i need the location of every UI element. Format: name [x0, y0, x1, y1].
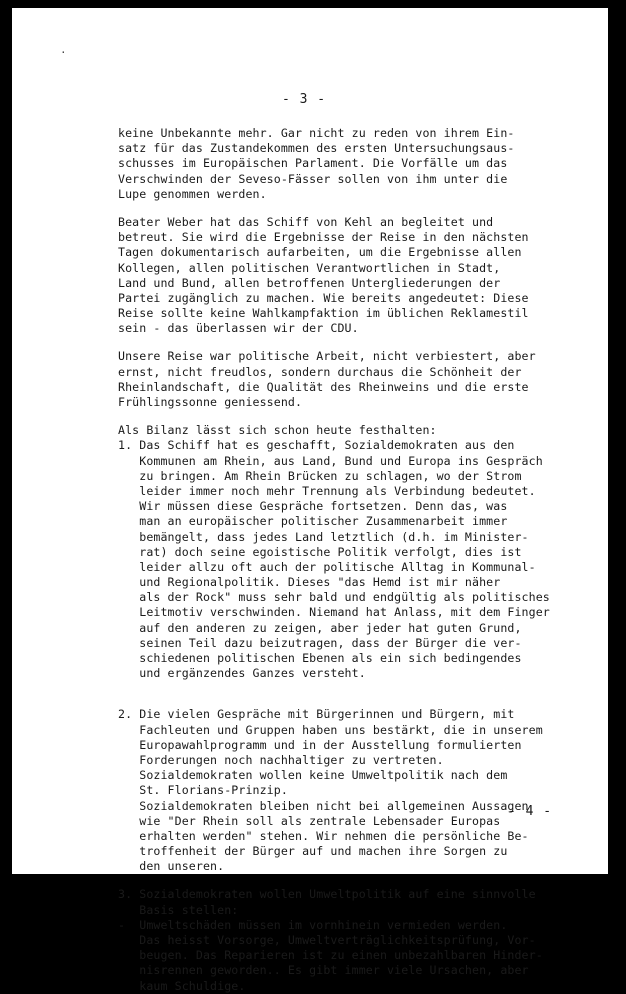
- text-line: Wir müssen diese Gespräche fortsetzen. Denn das, was: [118, 499, 508, 514]
- text-line: wie "Der Rhein soll als zentrale Lebensader Europas: [118, 813, 501, 828]
- text-line: Partei zugänglich zu machen. Wie bereits angedeutet: Diese: [118, 290, 529, 305]
- text-line: sein - das überlassen wir der CDU.: [118, 321, 359, 336]
- text-line: Reise sollte keine Wahlkampfaktion im üblichen Reklamestil: [118, 306, 529, 321]
- text-line: 2. Die vielen Gespräche mit Bürgerinnen und Bürgern, mit: [118, 707, 515, 722]
- text-line: 1. Das Schiff hat es geschafft, Sozialdemokraten aus den: [118, 438, 515, 453]
- text-line: zu bringen. Am Rhein Brücken zu schlagen, wo der Strom: [118, 468, 522, 483]
- text-line: nisrennen geworden.. Es gibt immer viele Ursachen, aber: [118, 963, 529, 978]
- text-line: St. Florians-Prinzip.: [118, 783, 288, 798]
- page-number-bottom: - 4 -: [508, 804, 553, 819]
- paragraph-gap: [118, 202, 550, 215]
- text-line: beugen. Das Reparieren ist zu einen unbezahlbaren Hinder-: [118, 948, 543, 963]
- text-line: Verschwinden der Seveso-Fässer sollen von ihm unter die: [118, 171, 508, 186]
- text-line: Forderungen noch nachhaltiger zu vertreten.: [118, 752, 444, 767]
- text-line: Unsere Reise war politische Arbeit, nicht verbiestert, aber: [118, 349, 536, 364]
- scan-speck: ·: [60, 46, 67, 59]
- text-line: Rheinlandschaft, die Qualität des Rheinweins und die erste: [118, 379, 529, 394]
- text-line: Leitmotiv verschwinden. Niemand hat Anlass, mit dem Finger: [118, 605, 550, 620]
- text-line: Fachleuten und Gruppen haben uns bestärkt, die in unserem: [118, 722, 543, 737]
- text-line: schusses im Europäischen Parlament. Die Vorfälle um das: [118, 156, 508, 171]
- text-line: auf den anderen zu zeigen, aber jeder hat guten Grund,: [118, 620, 522, 635]
- text-line: Kollegen, allen politischen Verantwortlichen in Stadt,: [118, 260, 501, 275]
- paragraph-gap: [118, 874, 550, 887]
- text-line: Basis stellen:: [118, 902, 239, 917]
- text-line: Sozialdemokraten bleiben nicht bei allgemeinen Aussagen: [118, 798, 529, 813]
- text-line: Europawahlprogramm und in der Ausstellung formulierten: [118, 737, 522, 752]
- text-line: ernst, nicht freudlos, sondern durchaus die Schönheit der: [118, 364, 522, 379]
- text-line: seinen Teil dazu beizutragen, dass der Bürger die ver-: [118, 635, 522, 650]
- text-line: leider allzu oft auch der politische Alltag in Kommunal-: [118, 559, 536, 574]
- text-line: Lupe genommen werden.: [118, 186, 267, 201]
- text-line: kaum Schuldige.: [118, 978, 246, 993]
- text-line: Land und Bund, allen betroffenen Untergliederungen der: [118, 275, 501, 290]
- page-number-top: - 3 -: [282, 92, 327, 107]
- text-line: satz für das Zustandekommen des ersten Untersuchungsaus-: [118, 141, 515, 156]
- text-line: Tagen dokumentarisch aufarbeiten, um die Ergebnisse allen: [118, 245, 522, 260]
- text-line: bemängelt, dass jedes Land letztlich (d.h. im Minister-: [118, 529, 529, 544]
- paragraph-gap: [118, 336, 550, 349]
- text-line: Als Bilanz lässt sich schon heute festhalten:: [118, 423, 437, 438]
- text-line: erhalten werden" stehen. Wir nehmen die persönliche Be-: [118, 828, 529, 843]
- text-line: Frühlingssonne geniessend.: [118, 395, 303, 409]
- paragraph-gap: [118, 694, 550, 707]
- text-line: und Regionalpolitik. Dieses "das Hemd ist mir näher: [118, 575, 501, 590]
- text-line: leider immer noch mehr Trennung als Verbindung bedeutet.: [118, 483, 536, 498]
- text-line: Das heisst Vorsorge, Umweltverträglichkeitsprüfung, Vor-: [118, 933, 536, 947]
- text-line: den unseren.: [118, 859, 225, 874]
- document-page: [12, 8, 608, 993]
- text-line: und ergänzendes Ganzes versteht.: [118, 666, 366, 681]
- text-line: betreut. Sie wird die Ergebnisse der Reise in den nächsten: [118, 230, 529, 245]
- text-line: als der Rock" muss sehr bald und endgültig als politisches: [118, 590, 550, 605]
- text-line: - Umweltschäden müssen im vornhinein vermieden werden.: [118, 917, 508, 932]
- text-line: keine Unbekannte mehr. Gar nicht zu reden von ihrem Ein-: [118, 126, 515, 140]
- text-line: schiedenen politischen Ebenen als ein sich bedingendes: [118, 651, 522, 665]
- text-line: man an europäischer politischer Zusammenarbeit immer: [118, 514, 508, 529]
- paragraph-gap: [118, 681, 550, 694]
- text-line: Kommunen am Rhein, aus Land, Bund und Europa ins Gespräch: [118, 453, 543, 468]
- text-line: Beater Weber hat das Schiff von Kehl an begleitet und: [118, 214, 494, 229]
- text-line: Sozialdemokraten wollen keine Umweltpolitik nach dem: [118, 768, 508, 783]
- paragraph-gap: [118, 410, 550, 423]
- text-line: troffenheit der Bürger auf und machen ihre Sorgen zu: [118, 844, 508, 859]
- body-text: [118, 126, 553, 994]
- text-line: 3. Sozialdemokraten wollen Umweltpolitik auf eine sinnvolle: [118, 887, 536, 902]
- text-line: rat) doch seine egoistische Politik verfolgt, dies ist: [118, 544, 522, 559]
